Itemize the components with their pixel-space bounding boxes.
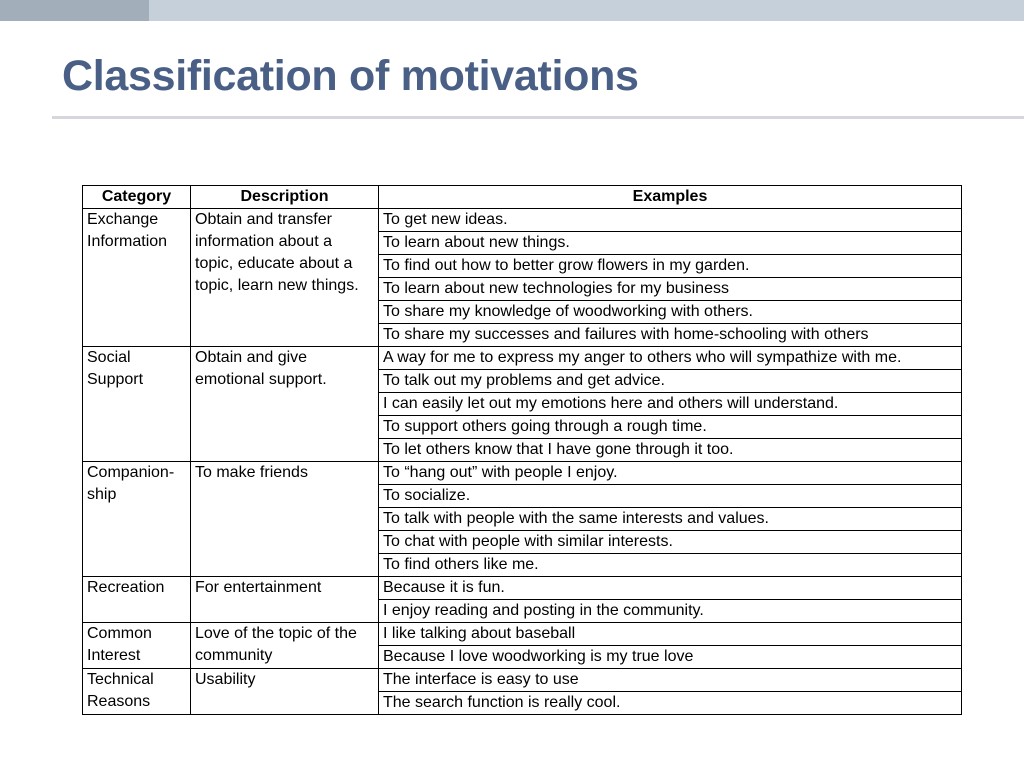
slide-title: Classification of motivations — [62, 52, 639, 100]
example-cell: To share my successes and failures with home-schooling with others — [379, 324, 962, 347]
example-cell: To talk out my problems and get advice. — [379, 370, 962, 393]
example-cell: To find others like me. — [379, 554, 962, 577]
category-cell: Common Interest — [83, 623, 191, 669]
example-cell: The search function is really cool. — [379, 692, 962, 715]
example-cell: The interface is easy to use — [379, 669, 962, 692]
example-cell: Because I love woodworking is my true love — [379, 646, 962, 669]
table-row — [83, 209, 962, 232]
header-category: Category — [83, 186, 191, 209]
example-cell: To socialize. — [379, 485, 962, 508]
example-cell: Because it is fun. — [379, 577, 962, 600]
category-cell: Technical Reasons — [83, 669, 191, 715]
example-cell: To let others know that I have gone through it too. — [379, 439, 962, 462]
example-cell: I like talking about baseball — [379, 623, 962, 646]
description-cell: For entertainment — [191, 577, 379, 623]
header-examples: Examples — [379, 186, 962, 209]
top-decorative-bar — [0, 0, 1024, 21]
header-description: Description — [191, 186, 379, 209]
example-cell: To find out how to better grow flowers in my garden. — [379, 255, 962, 278]
category-cell: Companion-ship — [83, 462, 191, 577]
table-row — [83, 462, 962, 485]
table-body — [83, 209, 962, 715]
description-cell: Obtain and transfer information about a topic, educate about a topic, learn new things. — [191, 209, 379, 347]
description-cell: Obtain and give emotional support. — [191, 347, 379, 462]
table-row — [83, 623, 962, 646]
example-cell: To talk with people with the same interests and values. — [379, 508, 962, 531]
example-cell: I can easily let out my emotions here and others will understand. — [379, 393, 962, 416]
example-cell: To “hang out” with people I enjoy. — [379, 462, 962, 485]
table-row — [83, 577, 962, 600]
description-cell: Usability — [191, 669, 379, 715]
description-cell: Love of the topic of the community — [191, 623, 379, 669]
example-cell: To share my knowledge of woodworking with others. — [379, 301, 962, 324]
title-divider — [52, 116, 1024, 119]
table-row — [83, 669, 962, 692]
motivations-table — [82, 185, 962, 715]
example-cell: To support others going through a rough time. — [379, 416, 962, 439]
table-row — [83, 347, 962, 370]
top-bar-accent — [0, 0, 149, 21]
example-cell: To chat with people with similar interests. — [379, 531, 962, 554]
example-cell: A way for me to express my anger to others who will sympathize with me. — [379, 347, 962, 370]
category-cell: Recreation — [83, 577, 191, 623]
example-cell: To learn about new technologies for my business — [379, 278, 962, 301]
category-cell: Social Support — [83, 347, 191, 462]
category-cell: Exchange Information — [83, 209, 191, 347]
example-cell: I enjoy reading and posting in the community. — [379, 600, 962, 623]
table-header-row — [83, 186, 962, 209]
example-cell: To get new ideas. — [379, 209, 962, 232]
example-cell: To learn about new things. — [379, 232, 962, 255]
description-cell: To make friends — [191, 462, 379, 577]
